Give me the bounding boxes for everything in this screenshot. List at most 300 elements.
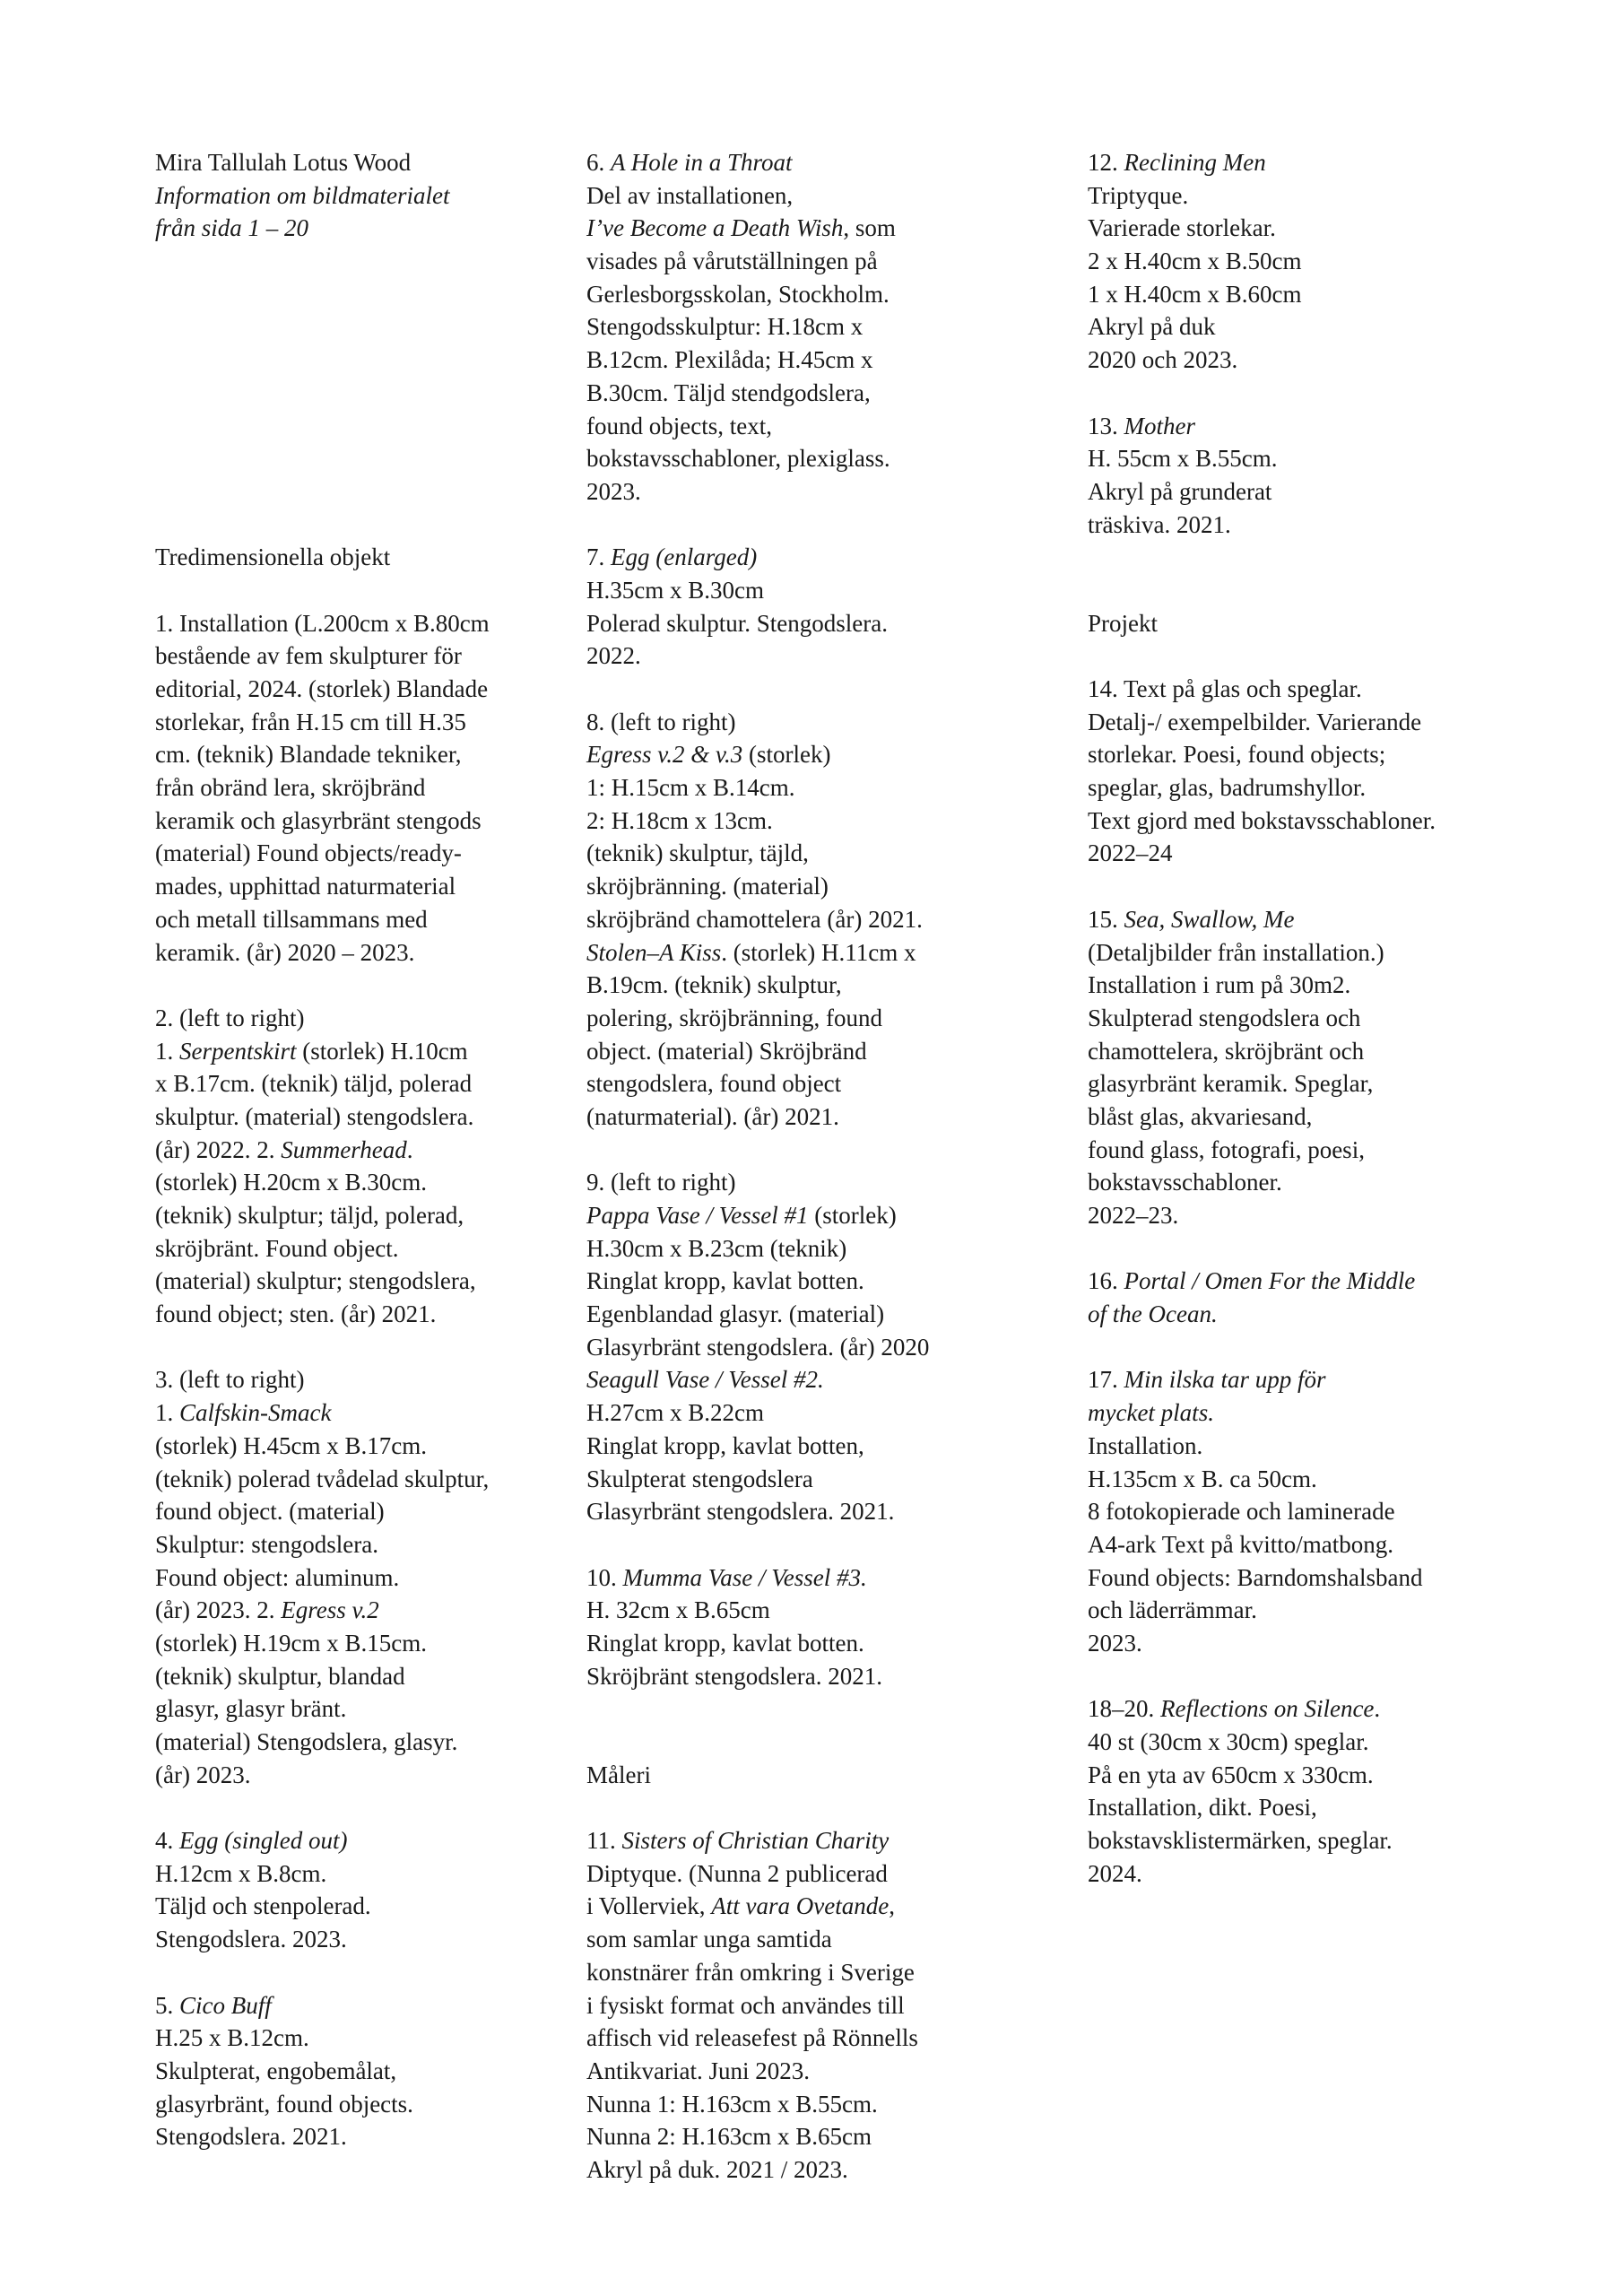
text-span: H. 32cm x B.65cm	[586, 1596, 770, 1624]
text-line	[155, 738, 541, 771]
text-span: Ringlat kropp, kavlat botten.	[586, 1629, 864, 1657]
text-line	[586, 804, 999, 838]
text-line	[1088, 344, 1509, 377]
text-line	[1088, 278, 1509, 311]
text-block	[1088, 673, 1509, 870]
italic-text: Egg (singled out)	[179, 1827, 348, 1855]
text-block	[155, 1363, 541, 1791]
text-line	[155, 1692, 541, 1726]
spacer	[586, 673, 999, 706]
spacer	[1088, 1232, 1509, 1265]
italic-text: A Hole in a Throat	[611, 149, 793, 176]
text-span: Skröjbränt stengodslera. 2021.	[586, 1662, 882, 1690]
text-span: (teknik) polerad tvådelad skulptur,	[155, 1465, 490, 1492]
text-line	[155, 2055, 541, 2088]
spacer	[1088, 870, 1509, 903]
text-line	[155, 1035, 541, 1068]
text-block	[586, 1166, 999, 1528]
text-line	[586, 1495, 999, 1528]
column-2	[586, 146, 999, 2187]
text-span: 4.	[155, 1827, 179, 1855]
text-span: Installation i rum på 30m2.	[1088, 971, 1351, 999]
text-span: visades på vårutställningen på	[586, 248, 878, 275]
text-span: 13.	[1088, 412, 1124, 439]
text-span: bokstavsschabloner.	[1088, 1169, 1282, 1196]
text-line	[586, 1594, 999, 1627]
text-line	[1088, 1134, 1509, 1167]
text-block	[586, 1561, 999, 1693]
text-line	[586, 310, 999, 344]
text-line	[155, 1166, 541, 1199]
text-span: found object; sten. (år) 2021.	[155, 1300, 437, 1328]
text-line	[155, 1430, 541, 1463]
spacer	[155, 1331, 541, 1364]
text-block	[1088, 1265, 1509, 1330]
text-span: 18–20.	[1088, 1695, 1160, 1723]
spacer	[1088, 1331, 1509, 1364]
text-span: Skulpterad stengodslera och	[1088, 1004, 1361, 1031]
text-line	[586, 1035, 999, 1068]
text-line	[586, 179, 999, 213]
text-span: keramik. (år) 2020 – 2023.	[155, 938, 415, 966]
text-block	[1088, 410, 1509, 542]
italic-text: Reclining Men	[1124, 149, 1266, 176]
text-line	[1088, 1298, 1509, 1331]
text-span: (storlek) H.20cm x B.30cm.	[155, 1169, 427, 1196]
text-span: Polerad skulptur. Stengodslera.	[586, 609, 888, 637]
text-line	[1088, 1067, 1509, 1100]
text-line	[586, 245, 999, 278]
text-line	[155, 639, 541, 673]
text-span: 2: H.18cm x 13cm.	[586, 806, 773, 834]
text-span: Projekt	[1088, 609, 1158, 637]
text-line	[586, 1067, 999, 1100]
italic-text: från sida 1 – 20	[155, 214, 309, 242]
text-span: 2023.	[1088, 1629, 1142, 1657]
spacer	[155, 1956, 541, 1989]
italic-text: Information om bildmaterialet	[155, 181, 450, 209]
italic-text: Seagull Vase / Vessel #2.	[586, 1366, 824, 1394]
spacer	[155, 574, 541, 607]
text-line	[1088, 1166, 1509, 1199]
text-line	[1088, 1002, 1509, 1035]
text-line	[1088, 310, 1509, 344]
text-span: blåst glas, akvariesand,	[1088, 1102, 1313, 1130]
text-span: Varierade storlekar.	[1088, 214, 1276, 242]
text-block	[155, 541, 541, 574]
spacer	[155, 310, 541, 344]
spacer	[155, 245, 541, 278]
text-line	[155, 1396, 541, 1430]
text-span: (material) skulptur; stengodslera,	[155, 1267, 476, 1295]
text-span: (år) 2023. 2.	[155, 1596, 282, 1624]
text-line	[1088, 1265, 1509, 1298]
text-span: mades, upphittad naturmaterial	[155, 873, 456, 900]
text-span: skröjbränd chamottelera (år) 2021.	[586, 905, 923, 933]
italic-text: Reflections on Silence	[1160, 1695, 1375, 1723]
text-line	[1088, 1627, 1509, 1660]
text-line	[1088, 837, 1509, 870]
text-line	[155, 1660, 541, 1693]
text-block	[155, 1002, 541, 1331]
italic-text: Min ilska tar upp för	[1124, 1366, 1326, 1394]
text-span: skröjbränning. (material)	[586, 873, 829, 900]
text-line	[586, 1331, 999, 1364]
spacer	[155, 278, 541, 311]
text-span: Found objects: Barndomshalsband	[1088, 1563, 1423, 1591]
italic-text: Calfskin-Smack	[179, 1399, 332, 1427]
text-block	[1088, 1363, 1509, 1659]
text-line	[155, 1363, 541, 1396]
text-span: 1. Installation (L.200cm x B.80cm	[155, 609, 490, 637]
text-span: och metall tillsammans med	[155, 905, 428, 933]
text-span: och läderrämmar.	[1088, 1596, 1257, 1624]
column-3	[1088, 146, 1509, 1890]
text-span: 16.	[1088, 1267, 1124, 1295]
text-line	[586, 1890, 999, 1923]
text-line	[586, 1363, 999, 1396]
text-span: found objects, text,	[586, 412, 772, 439]
text-span: 17.	[1088, 1366, 1124, 1394]
text-span: Glasyrbränt stengodslera. 2021.	[586, 1498, 895, 1526]
italic-text: of the Ocean.	[1088, 1300, 1218, 1328]
spacer	[1088, 574, 1509, 607]
text-span: Egenblandad glasyr. (material)	[586, 1300, 885, 1328]
text-line	[1088, 969, 1509, 1002]
text-line	[586, 541, 999, 574]
text-span: 40 st (30cm x 30cm) speglar.	[1088, 1728, 1369, 1755]
text-span: Detalj-/ exempelbilder. Varierande	[1088, 708, 1422, 735]
italic-text: Egress v.2 & v.3	[586, 741, 743, 769]
text-line	[586, 771, 999, 804]
text-line	[1088, 212, 1509, 245]
text-line	[1088, 1430, 1509, 1463]
text-span: Installation.	[1088, 1431, 1203, 1459]
text-line	[586, 1232, 999, 1265]
text-line	[1088, 706, 1509, 739]
text-line	[155, 1199, 541, 1232]
text-line	[1088, 903, 1509, 936]
text-span: 2022–24	[1088, 839, 1173, 867]
spacer	[155, 509, 541, 542]
text-line	[155, 2120, 541, 2153]
text-line	[586, 1002, 999, 1035]
text-line	[586, 2153, 999, 2187]
spacer	[155, 1791, 541, 1824]
text-line	[155, 1100, 541, 1134]
text-line	[586, 475, 999, 509]
text-span: (år) 2023.	[155, 1761, 251, 1788]
text-span: (storlek)	[742, 741, 831, 769]
text-line	[155, 804, 541, 838]
text-span: (år) 2022. 2.	[155, 1135, 282, 1163]
text-line	[586, 1166, 999, 1199]
text-line	[1088, 1528, 1509, 1561]
text-line	[1088, 245, 1509, 278]
text-span: 8 fotokopierade och laminerade	[1088, 1498, 1395, 1526]
text-span: Ringlat kropp, kavlat botten.	[586, 1267, 864, 1295]
text-line	[155, 1067, 541, 1100]
text-line	[586, 442, 999, 475]
text-line	[155, 541, 541, 574]
text-line	[586, 2120, 999, 2153]
text-line	[586, 936, 999, 970]
text-span: .	[1374, 1695, 1381, 1723]
text-line	[1088, 1692, 1509, 1726]
text-span: Akryl på duk. 2021 / 2023.	[586, 2155, 848, 2183]
text-span: Stengodslera. 2023.	[155, 1926, 347, 1953]
spacer	[586, 1134, 999, 1167]
text-span: (teknik) skulptur; täljd, polerad,	[155, 1202, 464, 1229]
text-span: B.30cm. Täljd stendgodslera,	[586, 378, 871, 406]
text-line	[586, 1989, 999, 2022]
text-span: object. (material) Skröjbränd	[586, 1037, 867, 1065]
text-line	[155, 2022, 541, 2055]
text-span: Installation, dikt. Poesi,	[1088, 1794, 1317, 1822]
text-span: H.12cm x B.8cm.	[155, 1859, 327, 1887]
text-line	[586, 2088, 999, 2121]
text-line	[586, 1100, 999, 1134]
text-line	[586, 1956, 999, 1989]
text-line	[1088, 179, 1509, 213]
text-span: 12.	[1088, 149, 1124, 176]
text-line	[586, 903, 999, 936]
text-line	[1088, 475, 1509, 509]
text-span: Skulptur: stengodslera.	[155, 1530, 378, 1558]
text-span: (storlek) H.19cm x B.15cm.	[155, 1629, 427, 1657]
text-line	[586, 1430, 999, 1463]
text-line	[1088, 1363, 1509, 1396]
text-line	[155, 146, 541, 179]
italic-text: Cico Buff	[179, 1991, 272, 2019]
text-span: H.35cm x B.30cm	[586, 576, 764, 604]
text-span: Mira Tallulah Lotus Wood	[155, 149, 412, 176]
text-line	[155, 870, 541, 903]
text-line	[586, 706, 999, 739]
text-block	[1088, 146, 1509, 377]
text-span: konstnärer från omkring i Sverige	[586, 1958, 915, 1986]
text-span: (storlek) H.10cm	[296, 1037, 468, 1065]
italic-text: Stolen–A Kiss	[586, 938, 722, 966]
text-line	[155, 2088, 541, 2121]
text-line	[586, 574, 999, 607]
text-span: Antikvariat. Juni 2023.	[586, 2057, 810, 2084]
text-span: found object. (material)	[155, 1498, 385, 1526]
text-line	[155, 837, 541, 870]
text-line	[155, 607, 541, 640]
text-line	[155, 1857, 541, 1891]
text-line	[155, 179, 541, 213]
text-line	[1088, 146, 1509, 179]
text-line	[1088, 1199, 1509, 1232]
text-line	[155, 1265, 541, 1298]
text-line	[586, 1396, 999, 1430]
text-line	[1088, 509, 1509, 542]
text-span: i Vollerviek,	[586, 1892, 712, 1920]
text-line	[586, 1660, 999, 1693]
text-line	[155, 936, 541, 970]
text-line	[1088, 1035, 1509, 1068]
text-span: Skulpterat stengodslera	[586, 1465, 813, 1492]
text-line	[1088, 1759, 1509, 1792]
spacer	[586, 509, 999, 542]
italic-text: Serpentskirt	[179, 1037, 297, 1065]
text-span: 2022–23.	[1088, 1202, 1179, 1229]
text-span: A4-ark Text på kvitto/matbong.	[1088, 1530, 1394, 1558]
text-span: (teknik) skulptur, blandad	[155, 1662, 405, 1690]
text-span: H.30cm x B.23cm (teknik)	[586, 1234, 847, 1262]
text-span: (material) Found objects/ready-	[155, 839, 462, 867]
text-span: 6.	[586, 149, 611, 176]
text-line	[1088, 936, 1509, 970]
text-block	[155, 146, 541, 245]
text-span: (storlek) H.45cm x B.17cm.	[155, 1431, 427, 1459]
text-line	[586, 738, 999, 771]
text-line	[1088, 1463, 1509, 1496]
text-line	[1088, 1396, 1509, 1430]
spacer	[155, 969, 541, 1002]
text-line	[586, 1561, 999, 1595]
text-line	[586, 410, 999, 443]
text-span: bestående av fem skulpturer för	[155, 642, 462, 670]
spacer	[586, 1791, 999, 1824]
spacer	[1088, 1660, 1509, 1693]
italic-text: Sisters of Christian Charity	[621, 1827, 890, 1855]
text-line	[155, 1923, 541, 1956]
text-span: På en yta av 650cm x 330cm.	[1088, 1761, 1374, 1788]
text-span: Akryl på duk	[1088, 313, 1216, 341]
text-block	[155, 607, 541, 970]
spacer	[155, 442, 541, 475]
text-line	[1088, 607, 1509, 640]
text-line	[155, 706, 541, 739]
text-block	[155, 1824, 541, 1956]
italic-text: Portal / Omen For the Middle	[1124, 1267, 1416, 1295]
spacer	[586, 1692, 999, 1726]
italic-text: mycket plats.	[1088, 1399, 1214, 1427]
text-line	[1088, 771, 1509, 804]
text-span: skröjbränt. Found object.	[155, 1234, 399, 1262]
text-span: som samlar unga samtida	[586, 1926, 832, 1953]
text-line	[586, 1627, 999, 1660]
text-span: cm. (teknik) Blandade tekniker,	[155, 741, 462, 769]
italic-text: Sea, Swallow, Me	[1124, 905, 1295, 933]
text-span: B.12cm. Plexilåda; H.45cm x	[586, 346, 873, 374]
text-span: 9. (left to right)	[586, 1169, 736, 1196]
spacer	[1088, 541, 1509, 574]
text-line	[586, 1759, 999, 1792]
text-span: Del av installationen,	[586, 181, 794, 209]
text-line	[586, 146, 999, 179]
text-line	[1088, 804, 1509, 838]
text-span: 11.	[586, 1827, 622, 1855]
text-span: (material) Stengodslera, glasyr.	[155, 1728, 458, 1755]
text-span: 5.	[155, 1991, 179, 2019]
text-span: editorial, 2024. (storlek) Blandade	[155, 675, 489, 702]
text-block	[586, 146, 999, 509]
text-block	[586, 1759, 999, 1792]
text-line	[155, 771, 541, 804]
text-span: Diptyque. (Nunna 2 publicerad	[586, 1859, 888, 1887]
text-span: B.19cm. (teknik) skulptur,	[586, 971, 842, 999]
text-span: found glass, fotografi, poesi,	[1088, 1135, 1365, 1163]
text-span: H. 55cm x B.55cm.	[1088, 445, 1278, 473]
text-span: 14. Text på glas och speglar.	[1088, 675, 1362, 702]
spacer	[586, 1726, 999, 1759]
spacer	[1088, 639, 1509, 673]
text-line	[155, 1463, 541, 1496]
text-line	[1088, 1791, 1509, 1824]
text-line	[1088, 442, 1509, 475]
column-1	[155, 146, 541, 2153]
text-span: Ringlat kropp, kavlat botten,	[586, 1431, 864, 1459]
text-line	[155, 1561, 541, 1595]
text-line	[1088, 1726, 1509, 1759]
text-span: speglar, glas, badrumshyllor.	[1088, 774, 1367, 802]
text-line	[586, 278, 999, 311]
text-span: x B.17cm. (teknik) täljd, polerad	[155, 1070, 473, 1098]
text-line	[586, 2022, 999, 2055]
text-span: Gerlesborgsskolan, Stockholm.	[586, 280, 890, 308]
text-line	[586, 1857, 999, 1891]
text-block	[1088, 903, 1509, 1232]
text-line	[1088, 1495, 1509, 1528]
text-span: polering, skröjbränning, found	[586, 1004, 882, 1031]
text-span: Täljd och stenpolerad.	[155, 1892, 371, 1920]
text-line	[586, 1824, 999, 1857]
text-span: från obränd lera, skröjbränd	[155, 774, 426, 802]
text-line	[586, 1923, 999, 1956]
text-span: H.25 x B.12cm.	[155, 2024, 309, 2052]
text-line	[586, 212, 999, 245]
text-span: (naturmaterial). (år) 2021.	[586, 1102, 839, 1130]
text-span: bokstavsschabloner, plexiglass.	[586, 445, 890, 473]
italic-text: Att vara Ovetande	[711, 1892, 890, 1920]
text-span: i fysiskt format och användes till	[586, 1991, 905, 2019]
text-span: Stengodsskulptur: H.18cm x	[586, 313, 864, 341]
text-block	[586, 1824, 999, 2187]
text-span: träskiva. 2021.	[1088, 510, 1231, 538]
text-line	[586, 837, 999, 870]
text-span: Glasyrbränt stengodslera. (år) 2020	[586, 1333, 930, 1361]
text-span: 7.	[586, 544, 611, 571]
text-span: 1 x H.40cm x B.60cm	[1088, 280, 1302, 308]
text-block	[1088, 607, 1509, 640]
text-span: Nunna 1: H.163cm x B.55cm.	[586, 2090, 878, 2118]
text-span: 2023.	[586, 477, 641, 505]
text-line	[155, 903, 541, 936]
text-line	[586, 870, 999, 903]
italic-text: Mother	[1124, 412, 1195, 439]
spacer	[586, 1528, 999, 1561]
text-line	[586, 1463, 999, 1496]
text-span: 1: H.15cm x B.14cm.	[586, 774, 795, 802]
text-line	[155, 1232, 541, 1265]
text-span: stengodslera, found object	[586, 1070, 842, 1098]
text-line	[1088, 410, 1509, 443]
text-span: Stengodslera. 2021.	[155, 2123, 347, 2151]
text-span: 2 x H.40cm x B.50cm	[1088, 248, 1302, 275]
text-line	[155, 1134, 541, 1167]
text-block	[586, 541, 999, 673]
text-span: 8. (left to right)	[586, 708, 736, 735]
text-span: 10.	[586, 1563, 623, 1591]
text-line	[586, 969, 999, 1002]
text-line	[586, 607, 999, 640]
text-span: affisch vid releasefest på Rönnells	[586, 2024, 918, 2052]
text-line	[155, 1594, 541, 1627]
italic-text: Egg (enlarged)	[611, 544, 758, 571]
